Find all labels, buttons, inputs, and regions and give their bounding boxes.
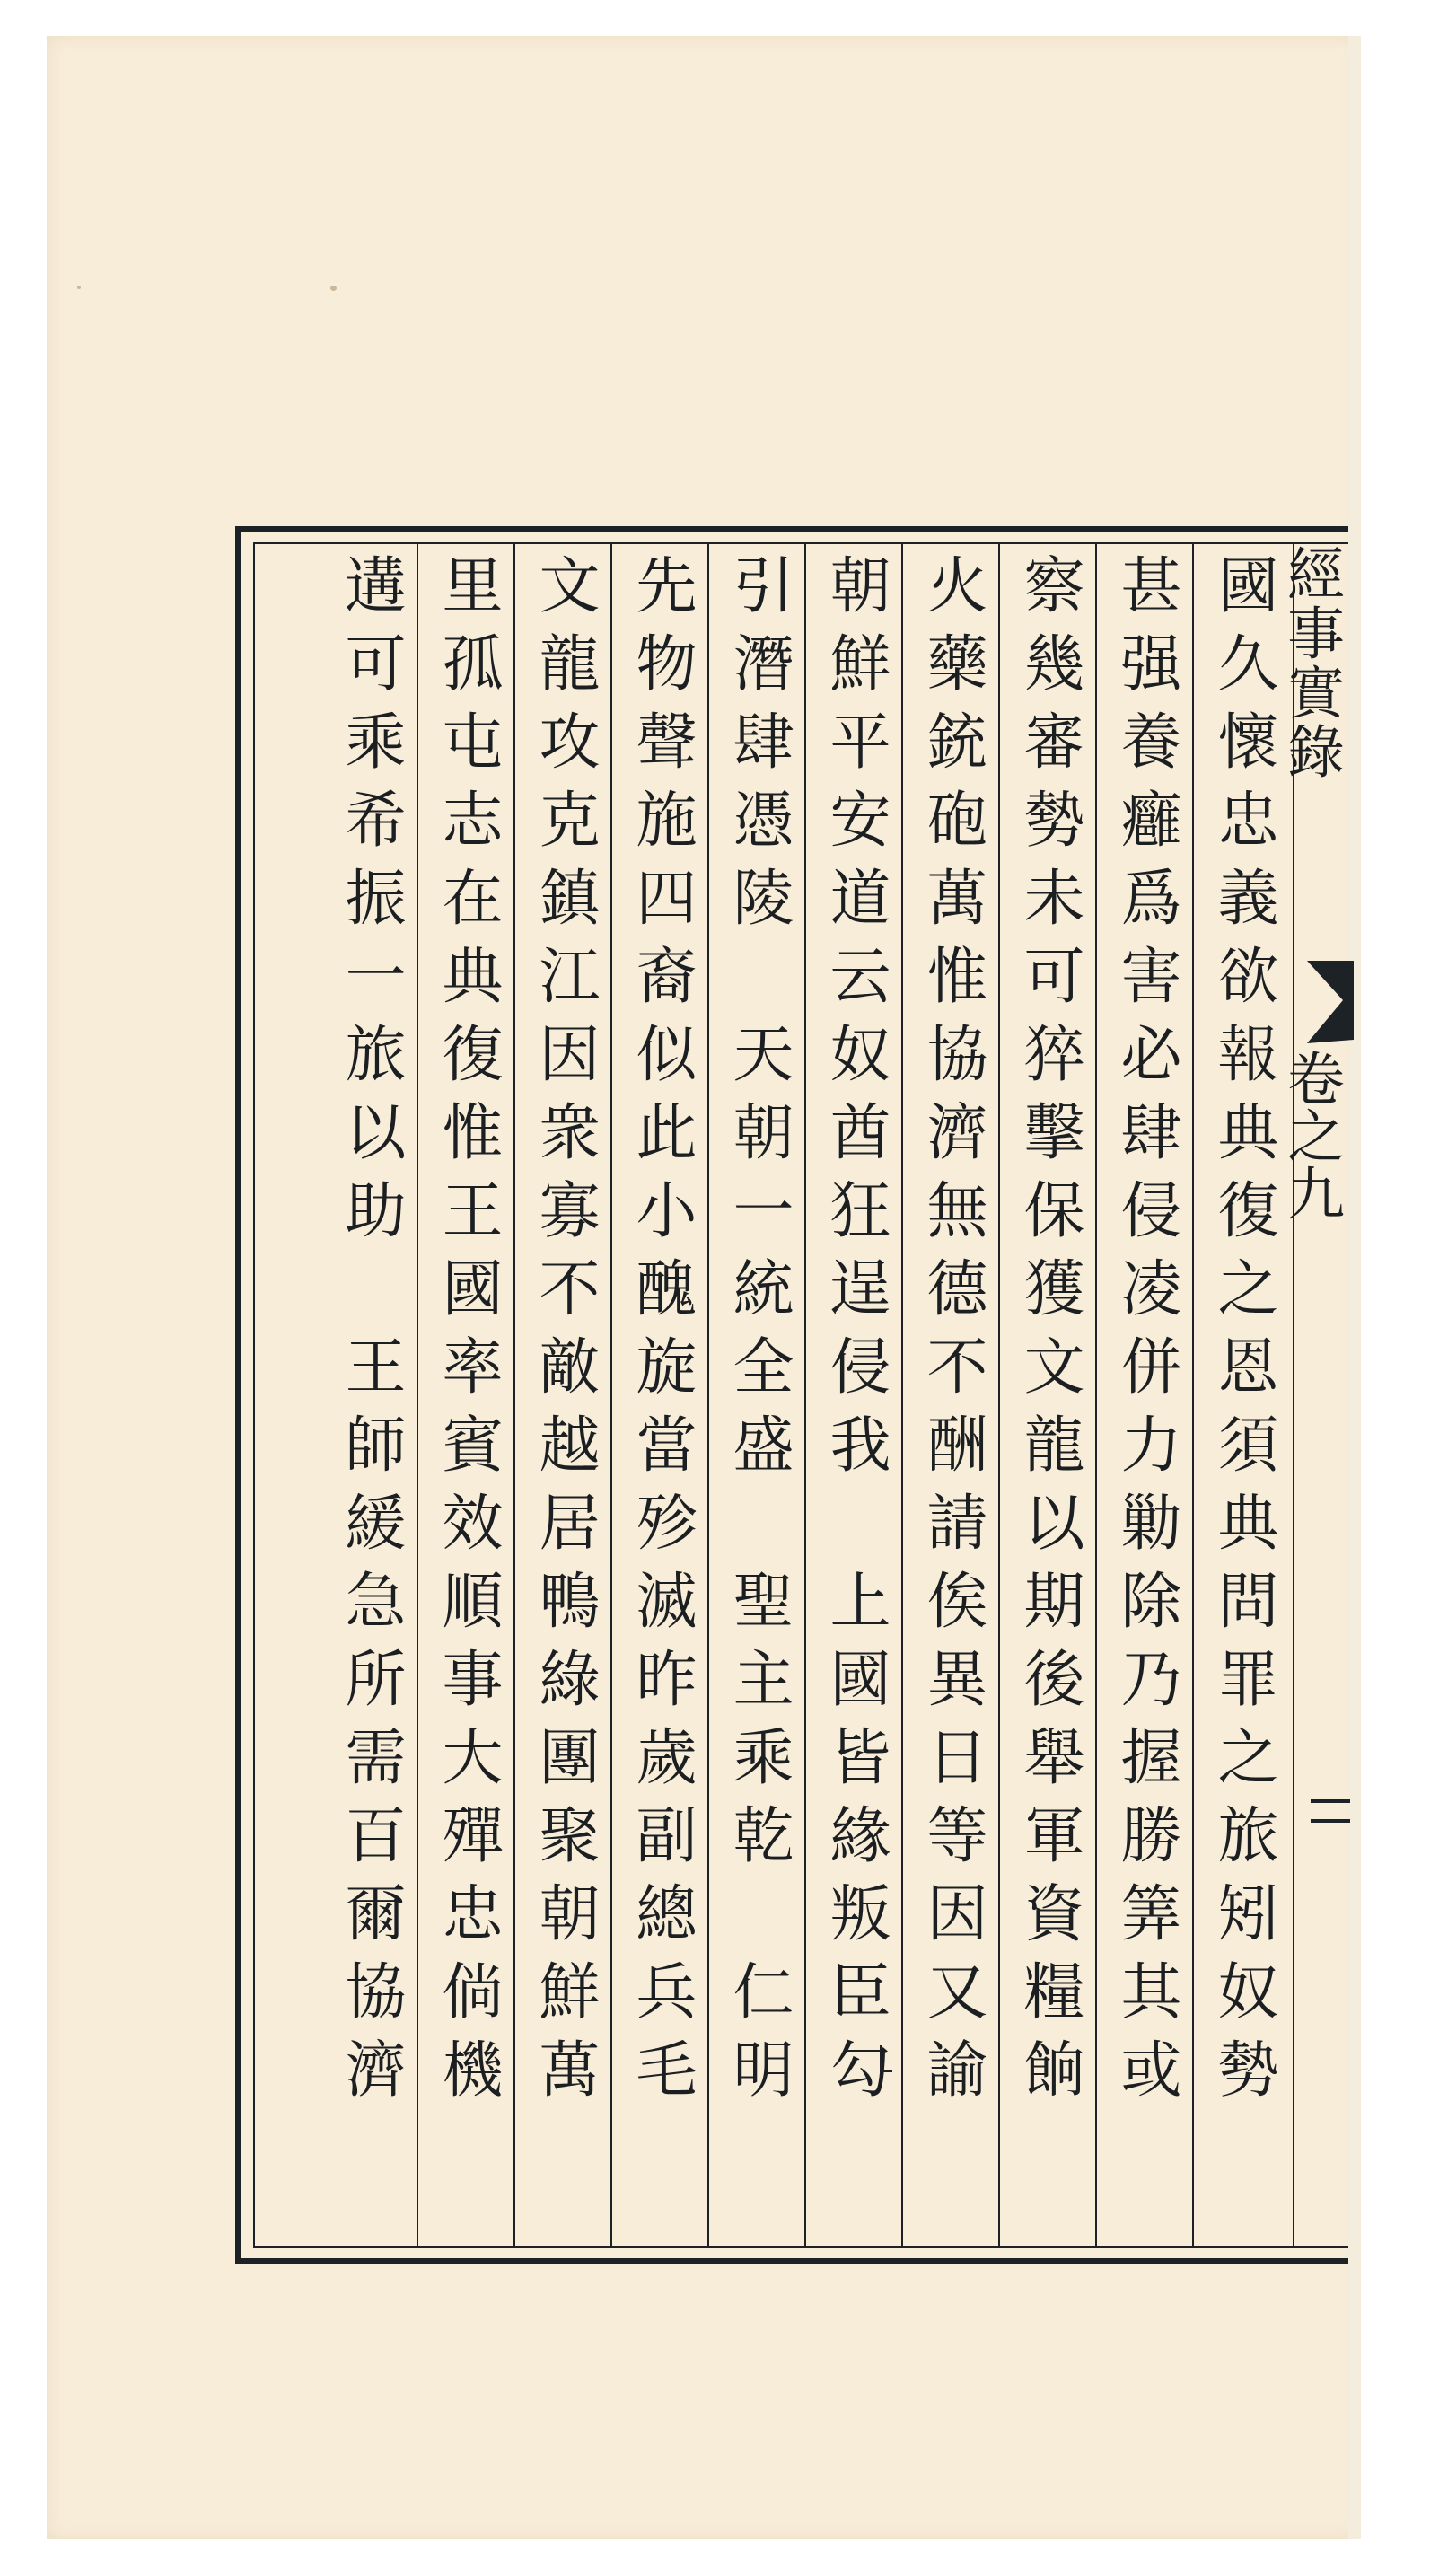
text-column-6: 引潛肆憑陵 天朝一統全盛 聖主乘乾 仁明 xyxy=(723,553,794,2115)
margin-title: 經事實錄 xyxy=(1277,544,1344,781)
text-column-8: 文龍攻克鎮江因衆寡不敵越居鴨綠團聚朝鮮萬 xyxy=(529,553,600,2115)
column-rule xyxy=(998,544,1000,2246)
margin-folio xyxy=(1311,1796,1352,1832)
text-column-1: 國久懷忠義欲報典復之恩須典問罪之旅矧奴勢 xyxy=(1207,553,1278,2115)
text-column-3: 察幾審勢未可猝擊保獲文龍以期後舉軍資糧餉 xyxy=(1013,553,1084,2115)
margin-column-rule xyxy=(1293,544,1294,2246)
column-rule xyxy=(1095,544,1097,2246)
text-column-5: 朝鮮平安道云奴酋狂逞侵我 上國皆緣叛臣勾 xyxy=(820,553,891,2115)
column-rule xyxy=(513,544,515,2246)
column-rule xyxy=(707,544,709,2246)
column-rule xyxy=(417,544,418,2246)
text-column-4: 火藥銃砲萬惟協濟無德不酬請俟異日等因又諭 xyxy=(917,553,987,2115)
column-rule xyxy=(901,544,903,2246)
fish-tail-mark-icon xyxy=(1303,957,1354,1043)
paper-speck xyxy=(330,286,337,291)
text-column-9: 里孤屯志在典復惟王國率賓效順事大殫忠倘機 xyxy=(432,553,503,2115)
column-rule xyxy=(1192,544,1194,2246)
column-rule xyxy=(804,544,806,2246)
text-column-7: 先物聲施四裔似此小醜旋當殄滅昨歲副總兵毛 xyxy=(626,553,697,2115)
margin-volume: 卷之九 xyxy=(1277,1049,1344,1221)
text-column-2: 甚强養癰爲害必肆侵凌併力勦除乃握勝筭其或 xyxy=(1110,553,1181,2115)
column-rule xyxy=(610,544,612,2246)
text-column-10: 遘可乘希振一旅以助 王師緩急所需百爾協濟 xyxy=(335,553,406,2115)
paper-speck xyxy=(77,286,81,289)
section-end-mark xyxy=(880,2045,892,2072)
page-edge xyxy=(1348,36,1361,2539)
